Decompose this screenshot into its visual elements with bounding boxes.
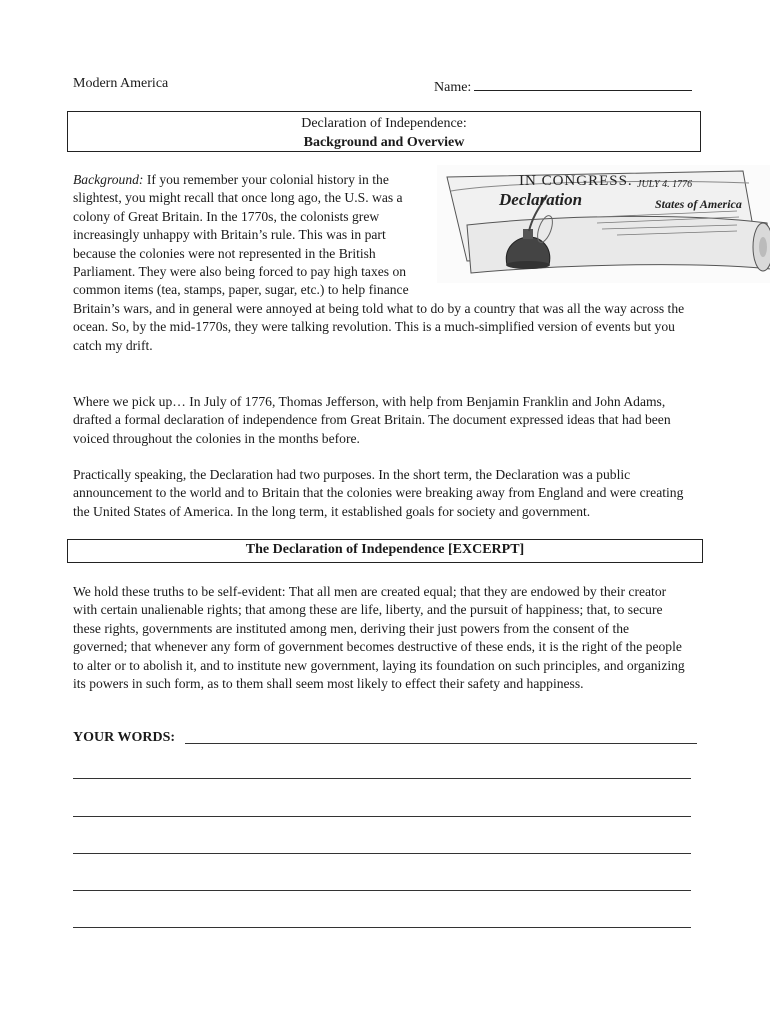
answer-line-4[interactable] — [73, 853, 691, 854]
name-input-line[interactable] — [474, 76, 692, 91]
scroll-declaration: Declaration — [499, 190, 583, 209]
scroll-date: JULY 4. 1776 — [637, 179, 693, 190]
name-field[interactable] — [434, 76, 692, 96]
course-title: Modern America — [73, 76, 169, 91]
paragraph-where-we-pick-up: Where we pick up… In July of 1776, Thomas Jefferson, with help from Benjamin Franklin and John Adams, drafted a formal declaration of independence from Great Britain. The document expressed ideas that had been voiced throughout the colonies in the months before. — [73, 394, 671, 446]
background-text: If you remember your colonial history in the slightest, you might recall that once long ago, the U.S. was a colony of Great Britain. In the 1770s, the colonists grew increasingly unhappy with Britain’s rule. This was in part because the colonies were not represented in the British Parliament. They were also being forced to pay high taxes on common items (tea, stamps, paper, sugar, etc.) to help finance Britain’s wars, and in general were annoyed at being told what to do by a country that was all the way across the ocean. So, by the mid-1770s, they were talking revolution. This is a much-simplified version of events but you catch my drift. — [73, 172, 685, 353]
background-label: Background: — [73, 172, 144, 187]
answer-line-5[interactable] — [73, 890, 691, 891]
title-line-2: Background and Overview — [303, 135, 465, 150]
scroll-states: States of America — [655, 197, 742, 211]
title-box — [67, 111, 701, 152]
scroll-in-congress: IN CONGRESS. — [519, 173, 633, 189]
background-paragraph — [73, 171, 742, 355]
answer-line-6[interactable] — [73, 927, 691, 928]
title-line-1: Declaration of Independence: — [301, 116, 467, 131]
declaration-scroll-drawing — [437, 165, 770, 283]
your-words-label: YOUR WORDS: — [73, 730, 176, 745]
your-words-line-1[interactable] — [185, 743, 697, 744]
excerpt-title: The Declaration of Independence [EXCERPT] — [245, 542, 525, 557]
excerpt-title-box — [67, 539, 703, 563]
answer-line-3[interactable] — [73, 816, 691, 817]
answer-line-2[interactable] — [73, 778, 691, 779]
name-label: Name: — [434, 80, 472, 95]
paragraph-purposes: Practically speaking, the Declaration had two purposes. In the short term, the Declaration was a public announcement to the world and to Britain that the colonies were breaking away from England and were creating the United States of America. In the long term, it established goals for society and government. — [73, 467, 684, 519]
excerpt-text: We hold these truths to be self-evident: That all men are created equal; that they are endowed by their creator with certain unalienable rights; that among these are life, liberty, and the pursuit of happiness; that, to secure these rights, governments are instituted among men, deriving their just powers from the consent of the governed; that whenever any form of government becomes destructive of these ends, it is the right of the people to alter or to abolish it, and to institute new government, laying its foundation on such principles, and organizing its powers in such form, as to them shall seem most likely to effect their safety and happiness. — [73, 584, 685, 692]
declaration-scroll-illustration — [437, 165, 755, 283]
